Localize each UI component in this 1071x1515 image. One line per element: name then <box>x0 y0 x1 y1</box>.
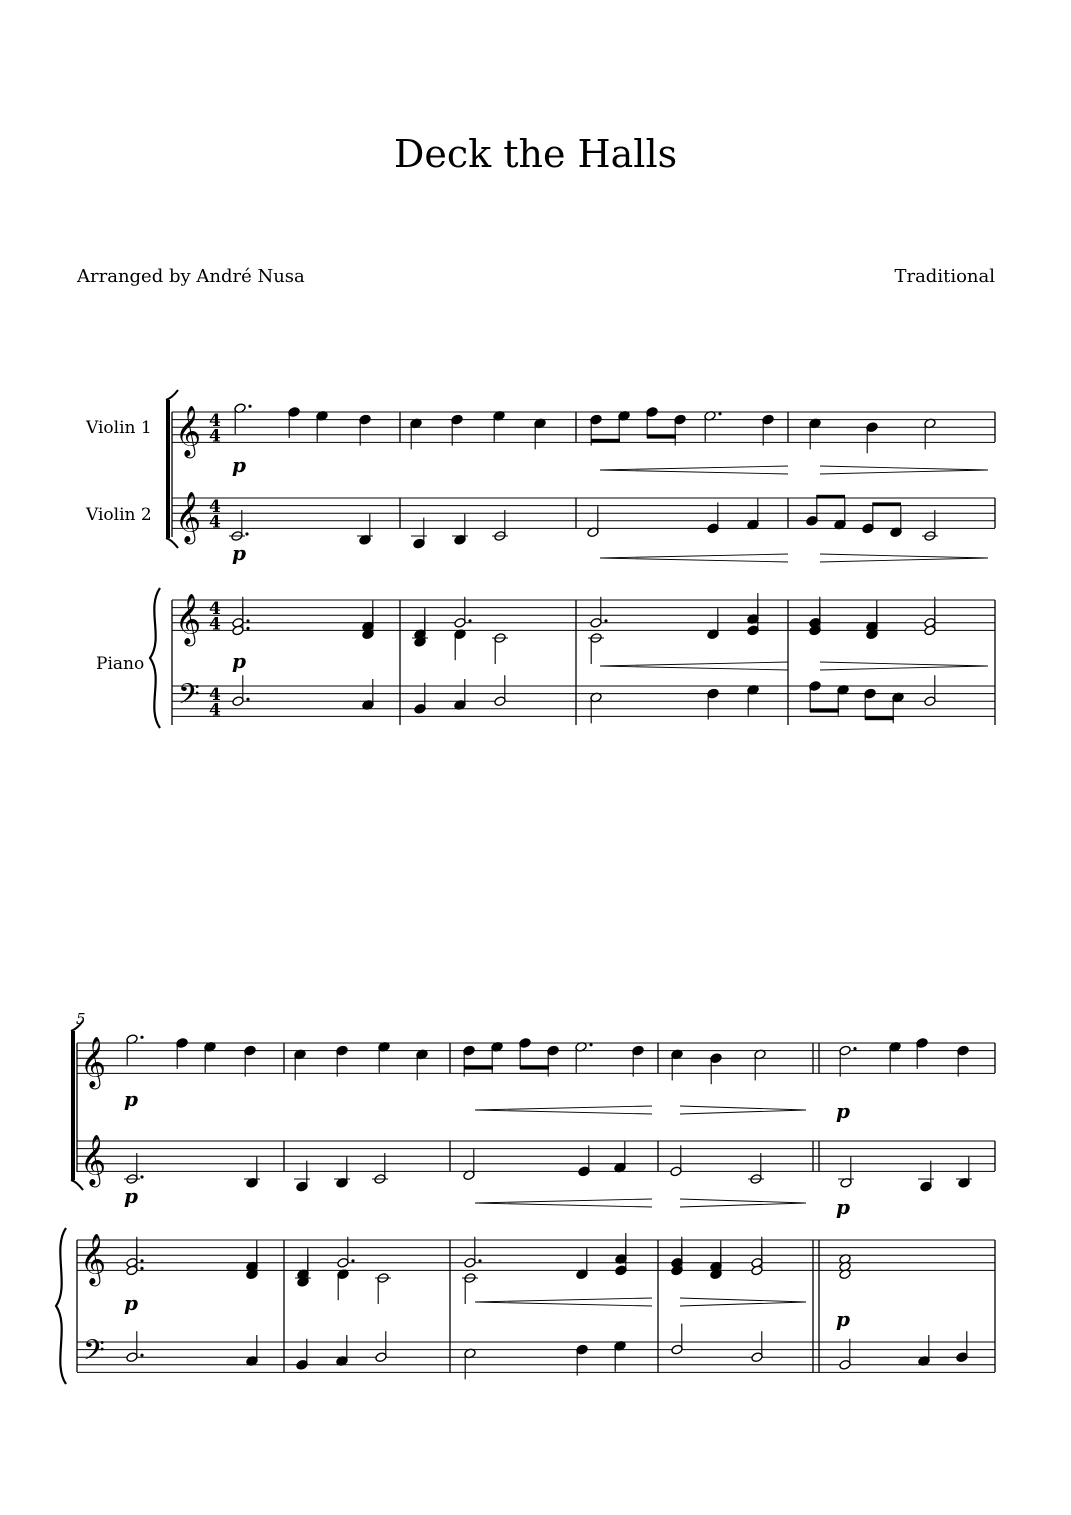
beam <box>817 495 845 499</box>
crescendo-hairpin <box>475 1110 652 1114</box>
beam <box>873 502 901 506</box>
augmentation-dot <box>468 619 471 622</box>
system-bracket <box>166 400 170 538</box>
bracket-hook <box>166 390 178 400</box>
system-1 <box>150 390 995 728</box>
crescendo-hairpin <box>600 554 788 558</box>
augmentation-dot <box>478 1259 481 1262</box>
crescendo-hairpin <box>600 666 788 670</box>
augmentation-dot <box>589 1043 592 1046</box>
dynamic-piano: p <box>836 1195 850 1219</box>
diminuendo-hairpin <box>820 554 988 558</box>
beam <box>647 435 676 439</box>
diminuendo-hairpin <box>680 1110 806 1114</box>
dynamic-piano: p <box>232 541 246 565</box>
time-signature-numerator: 4 <box>209 599 221 620</box>
dynamic-piano: p <box>836 1307 850 1331</box>
beam <box>520 1066 549 1070</box>
treble-clef-icon: 𝄞 <box>175 405 202 457</box>
bass-clef-icon: 𝄢 <box>178 677 200 718</box>
treble-clef-icon: 𝄞 <box>80 1036 107 1088</box>
measure-number: 5 <box>76 1010 86 1028</box>
bass-clef-icon: 𝄢 <box>83 1333 105 1374</box>
piano-brace <box>56 1228 66 1384</box>
time-signature-denominator: 4 <box>209 512 221 533</box>
treble-clef-icon: 𝄞 <box>175 593 202 645</box>
diminuendo-hairpin <box>680 1199 806 1203</box>
augmentation-dot <box>718 412 721 415</box>
crescendo-hairpin <box>475 1203 652 1207</box>
score-title: Deck the Halls <box>393 132 678 176</box>
diminuendo-hairpin <box>820 558 988 562</box>
dynamic-piano: p <box>836 1099 850 1123</box>
composer-credit: Traditional <box>894 266 995 287</box>
diminuendo-hairpin <box>680 1298 806 1302</box>
dynamic-piano: p <box>124 1291 138 1315</box>
instrument-label-violin2: Violin 2 <box>86 505 152 525</box>
diminuendo-hairpin <box>820 470 988 474</box>
augmentation-dot <box>245 532 248 535</box>
augmentation-dot <box>140 1175 143 1178</box>
crescendo-hairpin <box>600 470 788 474</box>
crescendo-hairpin <box>475 1106 652 1110</box>
dynamic-piano: p <box>124 1087 138 1111</box>
augmentation-dot <box>246 627 249 630</box>
augmentation-dot <box>246 619 249 622</box>
beam <box>464 1066 493 1070</box>
dynamic-piano: p <box>124 1184 138 1208</box>
time-signature-denominator: 4 <box>209 700 221 721</box>
time-signature-denominator: 4 <box>209 614 221 635</box>
augmentation-dot <box>140 1259 143 1262</box>
system-bracket <box>71 1031 75 1180</box>
treble-clef-icon: 𝄞 <box>80 1134 107 1186</box>
arranger-credit: Arranged by André Nusa <box>77 266 305 287</box>
instrument-label-violin1: Violin 1 <box>86 418 152 438</box>
augmentation-dot <box>351 1259 354 1262</box>
crescendo-hairpin <box>600 662 788 666</box>
treble-clef-icon: 𝄞 <box>80 1233 107 1285</box>
dynamic-piano: p <box>232 453 246 477</box>
diminuendo-hairpin <box>680 1203 806 1207</box>
treble-clef-icon: 𝄞 <box>175 491 202 543</box>
augmentation-dot <box>140 1354 143 1357</box>
time-signature-numerator: 4 <box>209 685 221 706</box>
crescendo-hairpin <box>475 1298 652 1302</box>
system-2 <box>56 1010 995 1384</box>
beam <box>810 709 839 713</box>
diminuendo-hairpin <box>820 662 988 666</box>
piano-brace <box>150 588 160 728</box>
augmentation-dot <box>140 1267 143 1270</box>
augmentation-dot <box>853 1047 856 1050</box>
crescendo-hairpin <box>475 1302 652 1306</box>
augmentation-dot <box>140 1036 143 1039</box>
dynamic-piano: p <box>232 649 246 673</box>
augmentation-dot <box>604 619 607 622</box>
augmentation-dot <box>248 405 251 408</box>
diminuendo-hairpin <box>820 466 988 470</box>
crescendo-hairpin <box>600 558 788 562</box>
beam <box>591 439 620 443</box>
time-signature-numerator: 4 <box>209 411 221 432</box>
time-signature-numerator: 4 <box>209 497 221 518</box>
instrument-label-piano: Piano <box>96 654 145 674</box>
crescendo-hairpin <box>475 1199 652 1203</box>
time-signature-denominator: 4 <box>209 426 221 447</box>
diminuendo-hairpin <box>820 666 988 670</box>
diminuendo-hairpin <box>680 1302 806 1306</box>
crescendo-hairpin <box>600 466 788 470</box>
beam <box>865 717 894 721</box>
augmentation-dot <box>246 698 249 701</box>
diminuendo-hairpin <box>680 1106 806 1110</box>
